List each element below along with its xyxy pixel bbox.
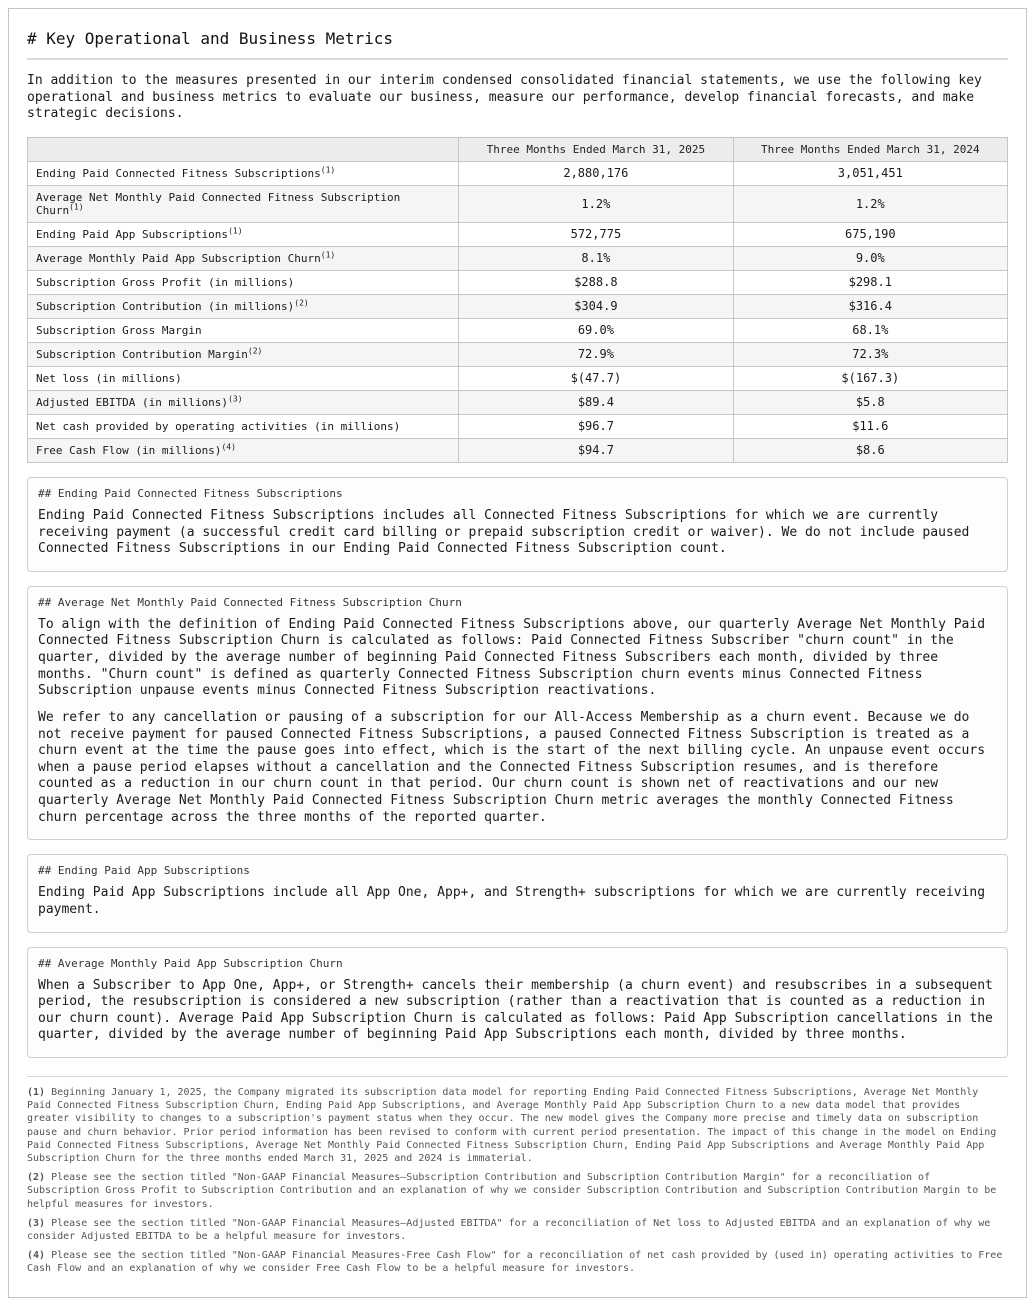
metric-label [28,222,459,246]
table-row [28,270,1008,294]
metric-label-text: Free Cash Flow (in millions) [36,443,222,457]
section-heading: ## Ending Paid Connected Fitness Subscriptions [38,486,343,500]
title-divider [27,58,1008,60]
footnote-marker: (2) [27,1172,46,1184]
footnote-marker: (1) [27,1087,46,1098]
footnote-ref: (1) [228,226,243,236]
column-header-2025: Three Months Ended March 31, 2025 [459,137,733,161]
footnotes [27,1076,1008,1275]
metric-value-2025: $94.7 [459,438,733,462]
metric-value-2024: 3,051,451 [733,161,1007,185]
section-paragraph: Ending Paid Connected Fitness Subscriptions includes all Connected Fitness Subscriptions for which we are currently receiving payment (a successful credit card billing or prepaid subscription credit or waiver). We do not include paused Connected Fitness Subscriptions in our Ending Paid Connected Fitness Subscription count. [38,507,970,557]
table-row [28,246,1008,270]
metric-label-text: Subscription Gross Margin [36,323,202,337]
metric-value-2024: $5.8 [733,390,1007,414]
header-row [28,137,1008,161]
section-heading: ## Ending Paid App Subscriptions [38,864,250,878]
metric-value-2025: $96.7 [459,414,733,438]
table-row [28,438,1008,462]
metric-label-text: Average Net Monthly Paid Connected Fitness Subscription Churn [36,190,401,217]
metric-label [28,342,459,366]
metric-value-2025: 572,775 [459,222,733,246]
footnote-ref: (4) [221,442,236,452]
metric-value-2024: 675,190 [733,222,1007,246]
metric-label-text: Adjusted EBITDA (in millions) [36,395,229,409]
metric-value-2024: 1.2% [733,185,1007,222]
table-row [28,222,1008,246]
section-paragraph: When a Subscriber to App One, App+, or Strength+ cancels their membership (a churn event) and resubscribes in a subsequent period, the resubscription is considered a new subscription (rather than a reactivation that is counted as a reduction in our churn count). Average Paid App Subscription Churn is calculated as follows: Paid App Subscription cancellations in the quarter, divided by the average number of beginning Paid App Subscriptions each month, divided by three months. [38,977,993,1043]
metric-label [28,294,459,318]
metric-value-2024: 68.1% [733,318,1007,342]
table-row [28,318,1008,342]
footnote-ref: (2) [294,298,309,308]
metric-value-2024: $(167.3) [733,366,1007,390]
table-row [28,390,1008,414]
metric-label [28,246,459,270]
footnote-3 [27,1217,1008,1243]
footnote-ref: (1) [69,202,84,212]
metrics-table [27,137,1008,463]
table-row [28,366,1008,390]
metric-value-2025: 8.1% [459,246,733,270]
metric-value-2024: $8.6 [733,438,1007,462]
metric-label-text: Subscription Gross Profit (in millions) [36,275,295,289]
footnote-text: Please see the section titled "Non-GAAP Financial Measures—Adjusted EBITDA" for a reconciliation of Net loss to Adjusted EBITDA and an explanation of why we consider Adjusted EBITDA to be a helpful measure for investors. [27,1217,991,1242]
section-paragraph: We refer to any cancellation or pausing of a subscription for our All-Access Membership as a churn event. Because we do not receive payment for paused Connected Fitness Subscriptions, a paused Connected Fitness Subscription is treated as a churn event at the time the pause goes into effect, which is the start of the next billing cycle. An unpause event occurs when a pause period elapses without a cancellation and the Connected Fitness Subscription resumes, and is therefore counted as a reduction in our churn count in that period. Our churn count is shown net of reactivations and our new quarterly Average Net Monthly Paid Connected Fitness Subscription Churn metric averages the monthly Connected Fitness churn percentage across the three months of the reported quarter. [38,709,986,825]
metric-label [28,390,459,414]
table-row [28,414,1008,438]
footnote-marker: (4) [27,1250,46,1262]
footnote-1 [27,1086,1008,1165]
footnote-ref: (2) [247,346,263,356]
table-row [28,185,1008,222]
footnote-text: Please see the section titled "Non-GAAP Financial Measures—Subscription Contribution and Subscription Contribution Margin" for a reconciliation of Subscription Gross Profit to Subscription Contribution and an explanation of why we consider Subscription Contribution and Subscription Contribution Margin to be helpful measures for investors. [27,1172,997,1210]
metric-label-text: Subscription Contribution Margin [36,347,248,361]
section-heading: ## Average Net Monthly Paid Connected Fitness Subscription Churn [38,595,462,609]
section-paragraph: Ending Paid App Subscriptions include all App One, App+, and Strength+ subscriptions for which we are currently receiving payment. [38,885,986,917]
metric-value-2025: $304.9 [459,294,733,318]
metric-value-2025: $288.8 [459,270,733,294]
metric-label [28,161,459,185]
metric-value-2025: 72.9% [459,342,733,366]
metrics-table-body [28,161,1008,462]
footnote-text: Please see the section titled "Non-GAAP Financial Measures-Free Cash Flow" for a reconciliation of net cash provided by (used in) operating activities to Free Cash Flow and an explanation of why we consider Free Cash Flow to be a helpful measure for investors. [27,1250,1003,1275]
metric-label-text: Net loss (in millions) [36,371,182,385]
metric-label-text: Net cash provided by operating activities (in millions) [36,419,401,433]
metric-value-2024: 72.3% [733,342,1007,366]
metrics-table-header [28,137,1008,161]
footnote-4 [27,1249,1008,1275]
metric-label [28,438,459,462]
metric-label [28,414,459,438]
table-row [28,161,1008,185]
metric-label-text: Ending Paid Connected Fitness Subscriptions [36,166,321,180]
section-heading: ## Average Monthly Paid App Subscription Churn [38,956,343,970]
metric-value-2024: $11.6 [733,414,1007,438]
metric-label-text: Ending Paid App Subscriptions [36,227,229,241]
section-ending-paid-app-subscriptions [27,854,1008,932]
footnote-text: Beginning January 1, 2025, the Company migrated its subscription data model for reporting Ending Paid Connected Fitness Subscriptions, Average Net Monthly Paid Connected Fitness Subscription Churn, Ending Paid App Subscriptions, and Average Monthly Paid App Subscription Churn to a new data model that provides greater visibility to changes to a subscription's payment status when they occur. The new model gives the Company more precise and timely data on subscription pause and churn behavior. Prior period information has been revised to conform with current period presentation. The impact of this change in the model on Ending Paid Connected Fitness Subscriptions, Average Net Monthly Paid Connected Fitness Subscription Churn, Ending Paid App Subscriptions and Average Monthly Paid App Subscription Churn for the three months ended March 31, 2025 and 2024 is immaterial. [27,1087,997,1164]
section-average-monthly-paid-app-subscription-churn [27,947,1008,1059]
metric-value-2025: 69.0% [459,318,733,342]
metric-label-text: Average Monthly Paid App Subscription Churn [36,251,321,265]
footnote-marker: (3) [27,1217,46,1229]
intro-paragraph: In addition to the measures presented in our interim condensed consolidated financial statements, we use the following key operational and business metrics to evaluate our business, measure our performance, develop financial forecasts, and make strategic decisions. [27,73,982,122]
footnote-ref: (3) [228,394,243,404]
metric-value-2025: $(47.7) [459,366,733,390]
table-row [28,294,1008,318]
metric-label [28,318,459,342]
metric-value-2024: $316.4 [733,294,1007,318]
metric-value-2024: $298.1 [733,270,1007,294]
metric-value-2025: 1.2% [459,185,733,222]
metric-label-text: Subscription Contribution (in millions) [36,299,295,313]
footnote-2 [27,1171,1008,1211]
document-page [8,8,1027,1298]
section-paragraph: To align with the definition of Ending Paid Connected Fitness Subscriptions above, our quarterly Average Net Monthly Paid Connected Fitness Subscription Churn is calculated as follows: Paid Connected Fitness Subscriber "churn count" in the quarter, divided by the average number of beginning Paid Connected Fitness Subscribers each month, divided by three months. "Churn count" is defined as quarterly Connected Fitness Subscription churn events minus Connected Fitness Subscription unpause events minus Connected Fitness Subscription reactivations. [38,616,986,699]
metric-label [28,185,459,222]
metric-value-2025: $89.4 [459,390,733,414]
metric-label [28,366,459,390]
section-average-net-monthly-paid-connected-fitness-subscription-churn [27,586,1008,841]
page-title: # Key Operational and Business Metrics [27,29,394,48]
column-header-2024: Three Months Ended March 31, 2024 [733,137,1007,161]
metric-value-2025: 2,880,176 [459,161,733,185]
table-row [28,342,1008,366]
metric-label [28,270,459,294]
footnote-ref: (1) [320,250,336,260]
footnote-ref: (1) [320,165,336,175]
header-cell-empty [28,137,459,161]
section-ending-paid-connected-fitness-subscriptions [27,477,1008,572]
metric-value-2024: 9.0% [733,246,1007,270]
